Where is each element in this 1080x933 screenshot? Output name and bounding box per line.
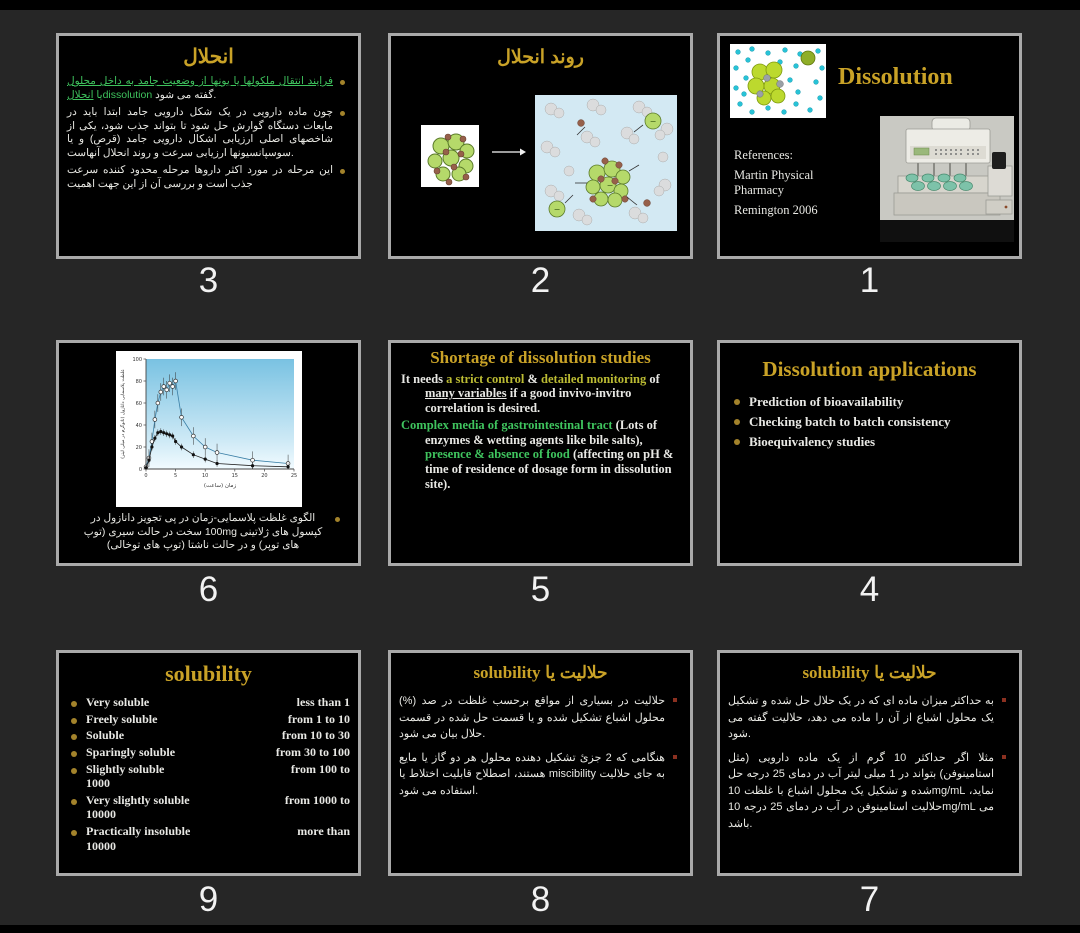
dissolution-apparatus-photo [880,116,1014,242]
slide-title: انحلال [183,46,234,68]
slide-number: 2 [530,261,551,300]
slide-thumbnail-2[interactable] [388,33,693,259]
range: from 10 to 30 [281,728,350,743]
title-latin: solubility [473,663,541,682]
svg-text:0: 0 [138,466,142,473]
svg-text:−: − [553,205,561,214]
list-item: Bioequivalency studies [734,432,1013,452]
table-row [71,824,350,839]
svg-text:−: − [606,181,614,190]
slide-number: 1 [859,261,880,300]
list-item: این مرحله در مورد اکثر داروها مرحله محدود کننده سرعت جذب است و بررسی آن از این جهت اهمیت [67,164,346,192]
slide-number: 5 [530,570,551,609]
slide-thumbnail-3[interactable] [56,33,361,259]
range: less than 1 [296,695,350,709]
term: Very soluble [86,695,150,709]
svg-text:60: 60 [135,400,142,407]
references-block [734,148,846,223]
table-row [71,793,350,808]
table-row-continuation: 10000 [86,838,116,853]
slide-thumbnail-5[interactable] [388,340,693,566]
slide-title [720,663,1019,683]
bullet-list [720,392,1019,452]
term: Practically insoluble [86,824,191,838]
plasma-concentration-chart-frame [116,351,302,507]
range: from 30 to 100 [275,744,350,759]
solubility-table [59,695,358,853]
bullet-list [59,75,358,192]
svg-text:10: 10 [201,473,208,479]
slide-title: solubility [165,661,252,686]
term: Very slightly soluble [86,792,190,807]
list-item [67,75,346,103]
arrow-icon [491,147,527,157]
list-item: مثلا اگر حداکثر 10 گرم از یک ماده دارویی (مثل استامینوفن) بتواند در 1 میلی لیتر آب در دمای 25 درجه حل شده و تشکیل یک محلول اشباع با غلظت 10mg/mL نماید، حلالیت استامینوفن در آب در دمای 25 درجه 10mg/mL می باشد. [728,750,1007,833]
references-label: References: [734,148,793,162]
list-item: حلالیت در بسیاری از مواقع برحسب غلظت در صد (%) محلول اشباع تشکیل شده و یا قسمت حل شده در قسمت حلال بیان می شود. [399,693,678,743]
svg-text:غلظت پلاسمایی دانازول (نانوگرم: غلظت پلاسمایی دانازول (نانوگرم در میلی لیتر) [120,369,126,459]
slide-thumbnail-4[interactable] [717,340,1022,566]
slide-thumbnail-1[interactable] [717,33,1022,259]
bullet-text: فرایند انتقال ملکولها یا یونها از وضعیت جامد به داخل محلول یا انحلال dissolution گفته می شود. [67,75,333,101]
list-item: چون ماده دارویی در یک شکل دارویی جامد ابتدا باید در مایعات دستگاه گوارش حل شود تا بتواند جذب شود، یکی از شاخصهای اصلی ارزیابی اشکال دارویی جامد (قرص) و یا سوسپانسیونها ارزیابی سرعت و روند انحلال آنهاست. [67,106,346,161]
top-black-strip [0,0,1080,10]
slide-title: Shortage of dissolution studies [430,348,651,367]
bullet-icon [335,517,340,522]
slide-title: روند انحلال [497,47,584,68]
slide-number: 8 [530,880,551,919]
table-row-continuation: 10000 [86,807,116,822]
crystal-lattice-image [421,125,479,187]
table-row [71,745,350,760]
table-row [71,712,350,727]
slide-number: 7 [859,880,880,919]
dissolution-process-image [535,95,677,231]
svg-text:5: 5 [173,473,177,479]
range: from 100 to [290,761,350,776]
svg-text:زمان (ساعت): زمان (ساعت) [203,483,236,489]
slide-number: 3 [198,261,219,300]
list-item: Checking batch to batch consistency [734,412,1013,432]
list-item: به حداکثر میزان ماده ای که در یک حلال حل شده و تشکیل یک محلول اشباع از آن را ماده می دهد، حلالیت گفته می شود. [728,693,1007,743]
figure-caption [78,512,340,553]
slide-thumbnail-9[interactable] [56,650,361,876]
slide-thumbnail-8[interactable] [388,650,693,876]
term: Freely soluble [86,711,158,726]
range: from 1000 to [284,792,350,807]
title-farsi: حلالیت یا [874,663,937,682]
slide-number: 4 [859,570,880,609]
reference-item: Martin Physical Pharmacy [734,167,814,198]
list-item: هنگامی که 2 جزئ تشکیل دهنده محلول هر دو گاز یا مایع هستند، اصطلاح قابلیت اختلاط یا miscibility به جای حلالیت استفاده می شود. [399,750,678,800]
term: Soluble [86,728,125,743]
table-row-continuation: 1000 [86,776,110,791]
bottom-black-strip [0,925,1080,933]
term: Sparingly soluble [86,744,176,759]
range: more than [297,824,350,838]
bullet-list [720,693,1019,832]
molecule-hydration-image [730,44,826,118]
slide-number: 6 [198,570,219,609]
paragraph: It needs a strict control & detailed monitoring of many variables if a good invivo-invitro correlation is desired. [401,371,660,416]
table-row [71,695,350,710]
svg-text:25: 25 [290,473,297,479]
danazol-plasma-chart [116,351,302,507]
slide-title: Dissolution [838,64,953,90]
reference-item: Remington 2006 [734,202,818,217]
slide-title: Dissolution applications [762,357,977,381]
slide-body [391,372,690,492]
term: Slightly soluble [86,761,165,776]
paragraph: Complex media of gastrointestinal tract (Lots of enzymes & wetting agents like bile salts), presence & absence of food (affecting on pH & time of residence of dosage form in dissolution site). [401,417,674,491]
title-latin: solubility [802,663,870,682]
svg-text:100: 100 [131,356,142,363]
svg-text:80: 80 [135,378,142,385]
slide-thumbnail-6[interactable] [56,340,361,566]
svg-text:0: 0 [143,473,148,479]
list-item: Prediction of bioavailability [734,392,1013,412]
svg-text:−: − [649,117,657,126]
caption-text: الگوی غلظت پلاسمایی-زمان در پی تجویز دانازول در کپسول های ژلاتینی 100mg سخت در حالت سیری (توپ های توپر) و در حالت ناشتا (توپ های توخالی) [83,512,323,552]
slide-number: 9 [198,880,219,919]
bullet-list [391,693,690,799]
range: from 1 to 10 [287,711,350,726]
table-row [71,728,350,743]
slide-title [391,663,690,683]
title-farsi: حلالیت یا [545,663,608,682]
svg-text:20: 20 [260,473,268,479]
svg-text:40: 40 [135,422,142,429]
table-row [71,762,350,777]
svg-text:20: 20 [135,444,142,451]
slide-thumbnail-7[interactable] [717,650,1022,876]
svg-text:15: 15 [231,473,238,479]
